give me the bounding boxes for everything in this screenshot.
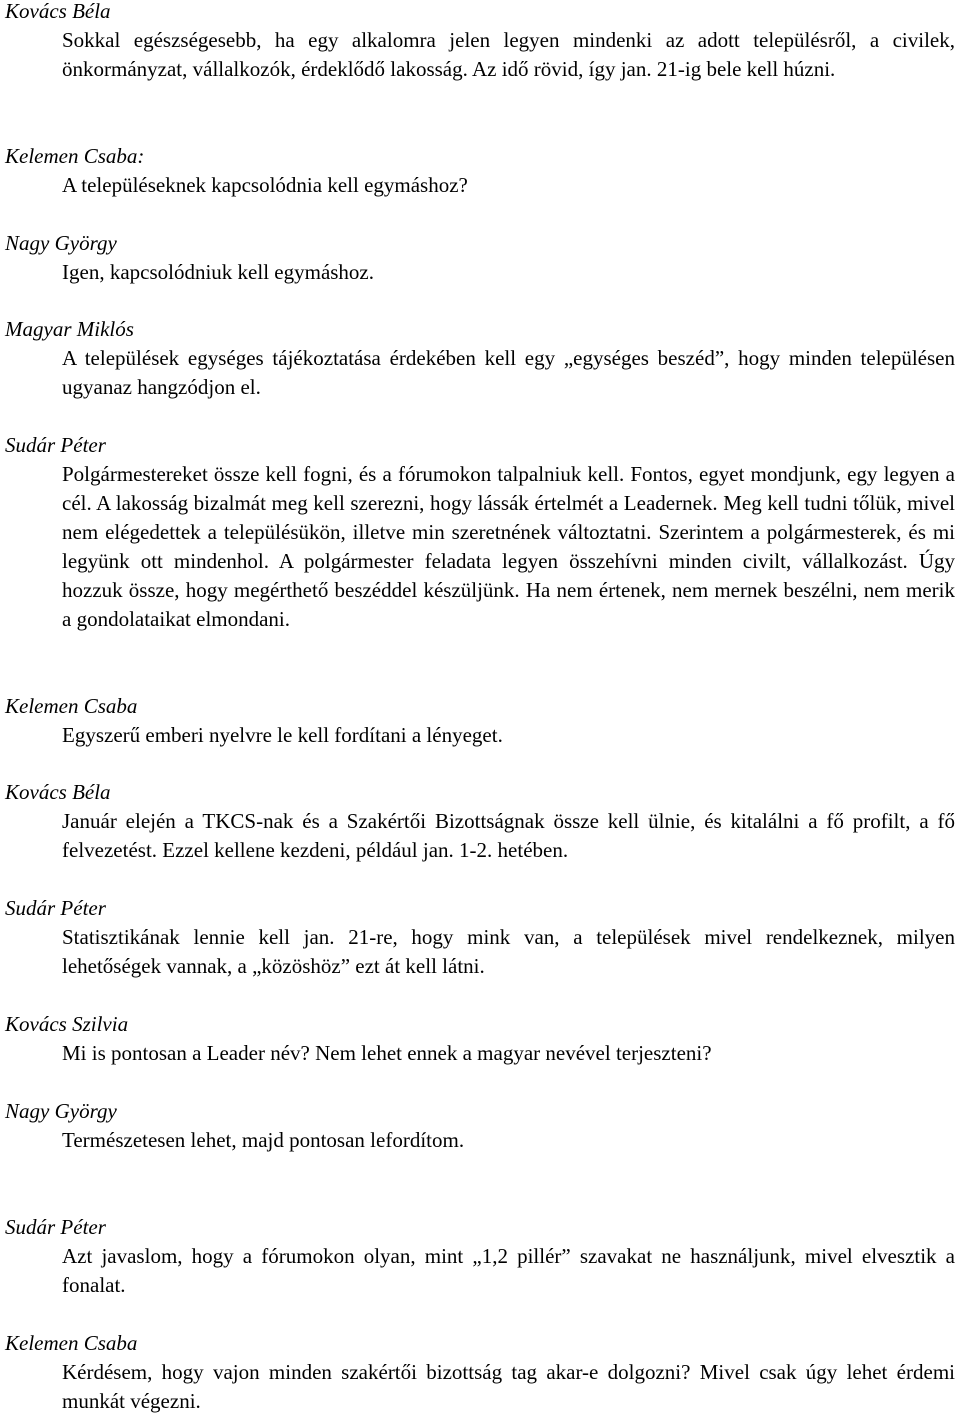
speech-text: Statisztikának lennie kell jan. 21-re, hogy mink van, a települések mivel rendelkeznek, milyen lehetőségek vannak, a „közöshöz” ezt át kell látni. <box>62 925 955 978</box>
speech-text: Sokkal egészségesebb, ha egy alkalomra jelen legyen mindenki az adott településről, a civilek, önkormányzat, vállalkozók, érdeklődő lakosság. Az idő rövid, így jan. 21-ig bele kell húzni. <box>62 28 955 81</box>
speaker-name: Sudár Péter <box>5 433 106 457</box>
speech-text: Január elején a TKCS-nak és a Szakértői Bizottságnak össze kell ülnie, és kitalálni a fő profilt, a fő felvezetést. Ezzel kellene kezdeni, például jan. 1-2. hetében. <box>62 809 955 862</box>
speech-text: Természetesen lehet, majd pontosan lefordítom. <box>62 1128 465 1152</box>
speaker-name: Sudár Péter <box>5 896 106 920</box>
speech-text: Kérdésem, hogy vajon minden szakértői bizottság tag akar-e dolgozni? Mivel csak úgy lehet érdemi munkát végezni. <box>62 1360 955 1413</box>
speech-text: Azt javaslom, hogy a fórumokon olyan, mint „1,2 pillér” szavakat ne használjunk, mivel elvesztik a fonalat. <box>62 1244 955 1297</box>
speaker-name: Sudár Péter <box>5 1215 106 1239</box>
speech-text: Egyszerű emberi nyelvre le kell fordítani a lényeget. <box>62 723 503 747</box>
speaker-name: Kelemen Csaba <box>5 1331 138 1355</box>
speaker-name: Nagy György <box>5 231 117 255</box>
speaker-name: Kovács Szilvia <box>5 1012 129 1036</box>
speech-text: Igen, kapcsolódniuk kell egymáshoz. <box>62 260 375 284</box>
speech-text: A településeknek kapcsolódnia kell egymáshoz? <box>62 173 468 197</box>
speaker-name: Magyar Miklós <box>5 317 134 341</box>
speech-text: Polgármestereket össze kell fogni, és a fórumokon talpalniuk kell. Fontos, egyet mondjunk, egy legyen a cél. A lakosság bizalmát meg kell szerezni, hogy lássák értelmét a Leadernek. Meg kell tudni tőlük, mivel nem elégedettek a településükön, illetve min szeretnének változtatni. Szerintem a polgármesterek, és mi legyünk ott mindenhol. A polgármester feladata legyen összehívni minden civilt, vállalkozást. Úgy hozzuk össze, hogy megérthető beszéddel készüljünk. Ha nem értenek, nem mernek beszélni, nem merik a gondolataikat elmondani. <box>62 462 955 631</box>
speaker-name: Nagy György <box>5 1099 117 1123</box>
speech-text: Mi is pontosan a Leader név? Nem lehet ennek a magyar nevével terjeszteni? <box>62 1041 712 1065</box>
speaker-name: Kelemen Csaba: <box>5 144 145 168</box>
speech-text: A települések egységes tájékoztatása érdekében kell egy „egységes beszéd”, hogy minden településen ugyanaz hangzódjon el. <box>62 346 955 399</box>
speaker-name: Kovács Béla <box>5 780 111 804</box>
speaker-name: Kelemen Csaba <box>5 694 138 718</box>
speaker-name: Kovács Béla <box>5 0 111 23</box>
